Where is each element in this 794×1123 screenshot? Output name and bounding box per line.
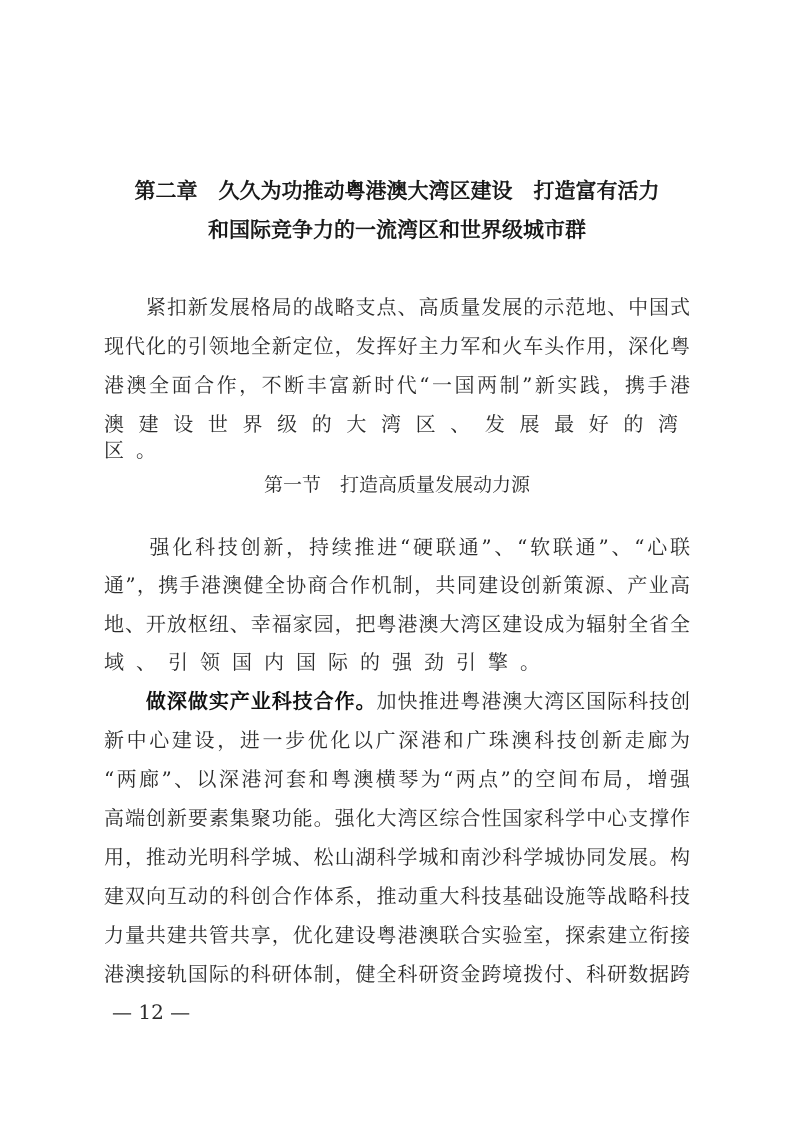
para3-first-rest: 加快推进粤港澳大湾区国际科技创 xyxy=(376,689,691,713)
para3-line: 建双向互动的科创合作体系，推动重大科技基础设施等战略科技 xyxy=(104,884,690,908)
para3-line: 用，推动光明科学城、松山湖科学城和南沙科学城协同发展。构 xyxy=(104,845,690,869)
section-line: 地、开放枢纽、幸福家园，把粤港澳大湾区建设成为辐射全省全 xyxy=(104,612,690,636)
intro-line: 港澳全面合作，不断丰富新时代“一国两制”新实践，携手港 xyxy=(104,373,690,397)
para3-line: “两廊”、以深港河套和粤澳横琴为“两点”的空间布局，增强 xyxy=(104,767,690,791)
chapter-title-line-1: 第二章 久久为功推动粤港澳大湾区建设 打造富有活力 xyxy=(134,178,660,203)
chapter-title-line-2: 和国际竞争力的一流湾区和世界级城市群 xyxy=(208,217,586,242)
intro-line: 紧扣新发展格局的战略支点、高质量发展的示范地、中国式 xyxy=(104,295,690,319)
page-number: — 12 — xyxy=(112,1000,191,1024)
para3-line: 力量共建共管共享，优化建设粤港澳联合实验室，探索建立衔接 xyxy=(104,923,690,947)
section-line: 域、引领国内国际的强劲引擎。 xyxy=(104,650,552,674)
section-title: 第一节 打造高质量发展动力源 xyxy=(263,474,530,496)
intro-line: 现代化的引领地全新定位，发挥好主力军和火车头作用，深化粤 xyxy=(104,334,690,358)
para3-line: 新中心建设，进一步优化以广深港和广珠澳科技创新走廊为 xyxy=(104,728,690,752)
para3-first-line xyxy=(104,688,690,714)
bold-lead: 做深做实产业科技合作。 xyxy=(104,689,377,713)
section-line: 强化科技创新，持续推进“硬联通”、“软联通”、“心联 xyxy=(104,535,690,559)
para3-line: 高端创新要素集聚功能。强化大湾区综合性国家科学中心支撑作 xyxy=(104,806,690,830)
section-line: 通”，携手港澳健全协商合作机制，共同建设创新策源、产业高 xyxy=(104,573,690,597)
intro-line: 澳建设世界级的大湾区、发展最好的湾区。 xyxy=(104,412,690,462)
para3-line: 港澳接轨国际的科研体制，健全科研资金跨境拨付、科研数据跨 xyxy=(104,962,690,986)
